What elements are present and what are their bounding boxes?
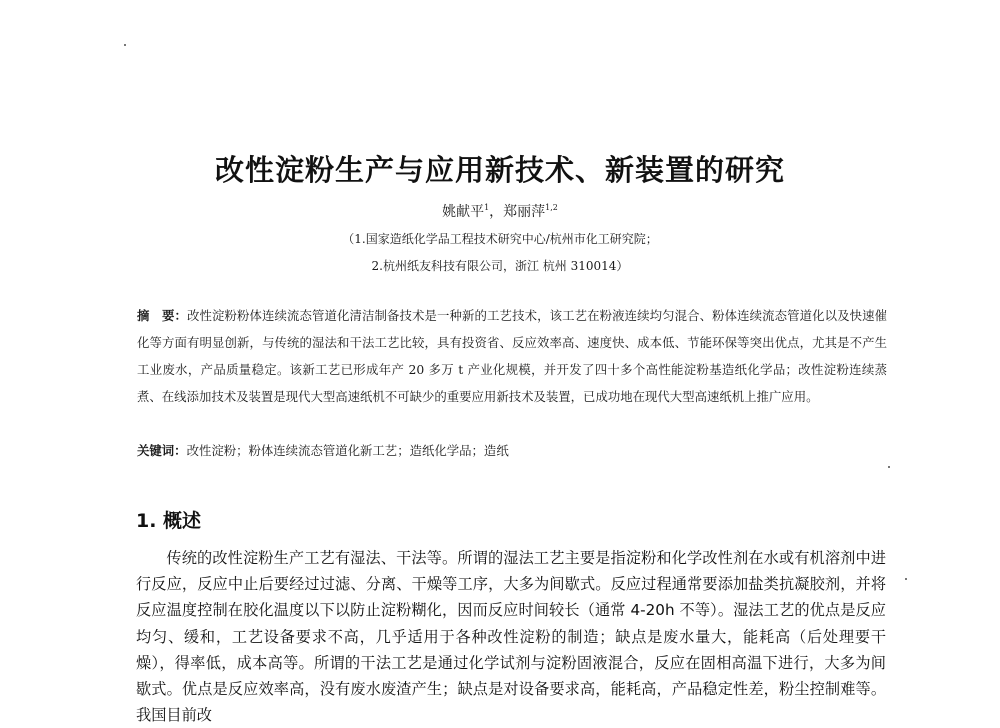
body-paragraph: 传统的改性淀粉生产工艺有湿法、干法等。所谓的湿法工艺主要是指淀粉和化学改性剂在水或有机溶剂中进行反应，反应中止后要经过过滤、分离、干燥等工序，大多为间歇式。反应过程通常要添加盐类抗凝胶剂，并将反应温度控制在胶化温度以下以防止淀粉糊化，因而反应时间较长（通常 4-20h 不等）。湿法工艺的优点是反应均匀、缓和，工艺设备要求不高，几乎适用于各种改性淀粉的制造；缺点是废水量大，能耗高（后处理要干燥），得率低，成本高等。所谓的干法工艺是通过化学试剂与淀粉固液混合，反应在固相高温下进行，大多为间歇式。优点是反应效率高，没有废水废渣产生；缺点是对设备要求高，能耗高，产品稳定性差，粉尘控制难等。我国目前改 <box>136 549 886 725</box>
affiliation-line: 2.杭州纸友科技有限公司，浙江 杭州 310014） <box>371 259 629 273</box>
scan-speck <box>888 466 890 468</box>
scan-speck <box>124 44 126 46</box>
section-heading: 1. 概述 <box>136 510 202 532</box>
author-affiliation-mark: 1,2 <box>545 203 558 212</box>
abstract <box>137 302 887 410</box>
author-name: 郑丽萍 <box>503 204 546 220</box>
abstract-label: 摘 要： <box>137 308 188 323</box>
author-affiliation-mark: 1 <box>484 203 490 212</box>
affiliation-line: （1.国家造纸化学品工程技术研究中心/杭州市化工研究院； <box>342 232 658 246</box>
scan-speck <box>905 578 907 580</box>
paper-title: 改性淀粉生产与应用新技术、新装置的研究 <box>214 153 785 187</box>
author-separator: ， <box>489 204 504 220</box>
author-name: 姚献平 <box>442 204 485 220</box>
keywords-label: 关键词： <box>137 443 187 458</box>
keywords <box>137 440 887 462</box>
abstract-text: 改性淀粉粉体连续流态管道化清洁制备技术是一种新的工艺技术，该工艺在粉液连续均匀混合、粉体连续流态管道化以及快速催化等方面有明显创新，与传统的湿法和干法工艺比较，具有投资省、反应效率高、速度快、成本低、节能环保等突出优点，尤其是不产生工业废水，产品质量稳定。该新工艺已形成年产 20 多万 t 产业化规模，并开发了四十多个高性能淀粉基造纸化学品；改性淀粉连续蒸煮、在线添加技术及装置是现代大型高速纸机不可缺少的重要应用新技术及装置，已成功地在现代大型高速纸机上推广应用。 <box>137 308 888 404</box>
keywords-text: 改性淀粉；粉体连续流态管道化新工艺；造纸化学品；造纸 <box>186 443 509 458</box>
author-line <box>0 201 1000 221</box>
